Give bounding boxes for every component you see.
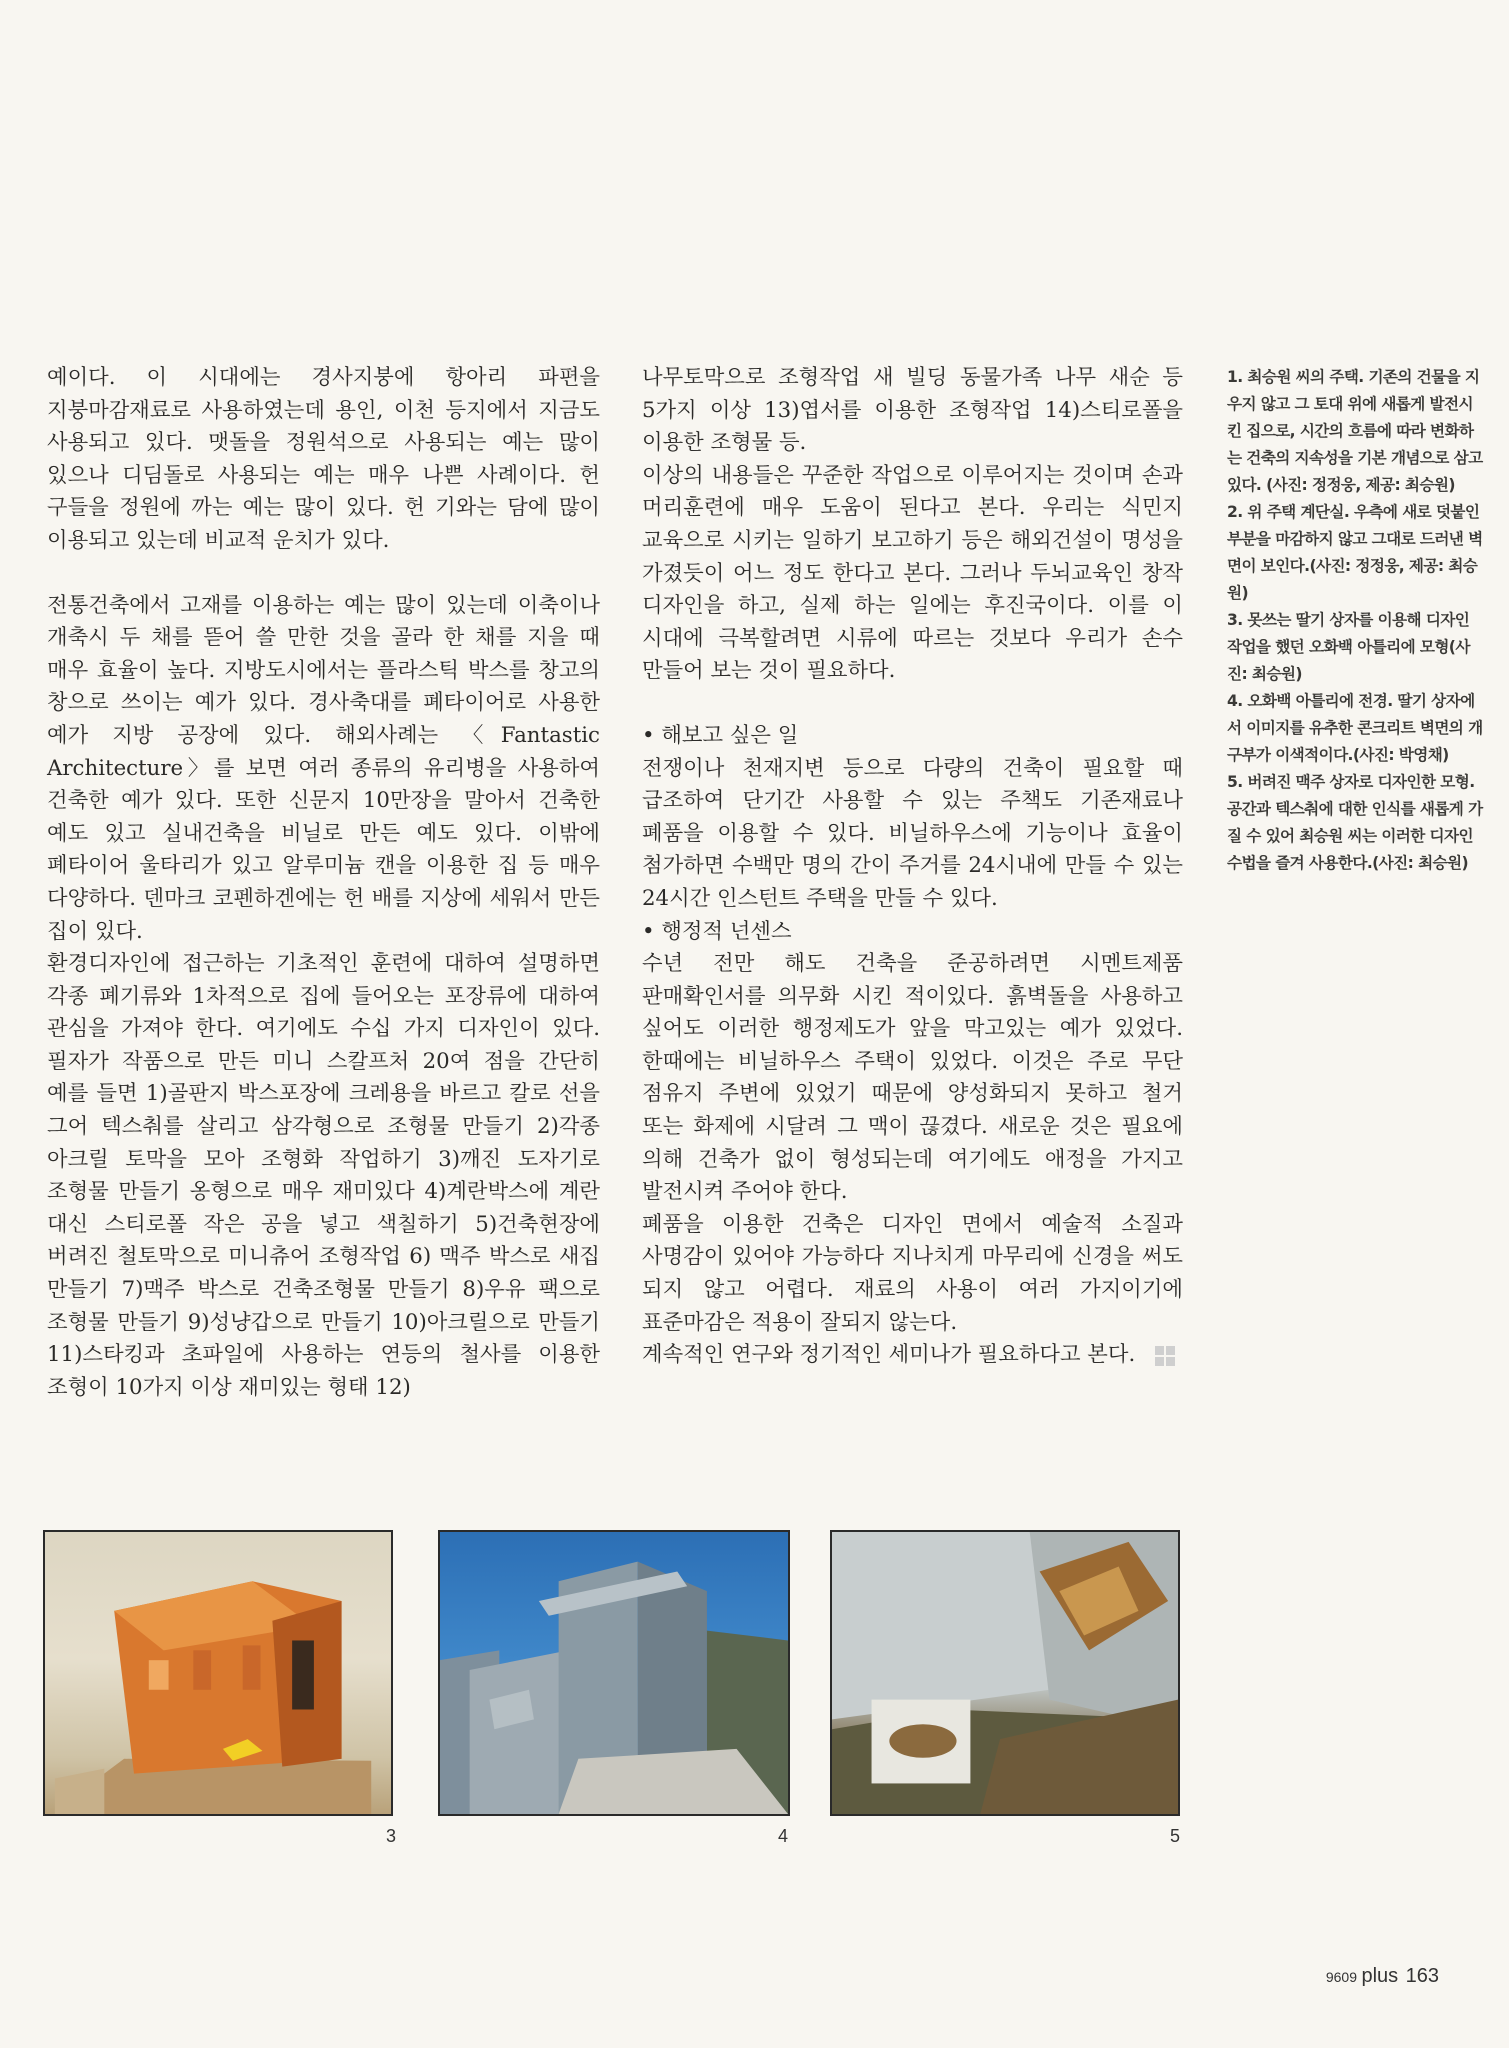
paragraph: 전통건축에서 고재를 이용하는 예는 많이 있는데 이축이나 개축시 두 채를 뜯어 쓸 만한 것을 골라 한 채를 지을 때 매우 효율이 높다. 지방도시에서는 플라스틱 박스를 창고의 창으로 쓰이는 예가 있다. 경사축대를 폐타이어로 사용한 예가 지방 공장에 있다. 해외사례는 〈Fantastic Architecture〉를 보면 여러 종류의 유리병을 사용하여 건축한 예가 있다. 또한 신문지 10만장을 말아서 건축한 예도 있고 실내건축을 비닐로 만든 예도 있다. 이밖에 폐타이어 울타리가 있고 알루미늄 캔을 이용한 집 등 매우 다양하다. 덴마크 코펜하겐에는 헌 배를 지상에 세워서 만든 집이 있다. — [47, 592, 600, 944]
beer-box-model-illustration — [832, 1532, 1178, 1814]
issue-number: 9609 — [1325, 1969, 1358, 1985]
page-number: 163 — [1405, 1965, 1439, 1987]
photo-beer-box-model — [830, 1530, 1180, 1816]
caption-3: 3. 못쓰는 딸기 상자를 이용해 디자인 작업을 했던 오화백 아틀리에 모형(사진: 최승원) — [1227, 611, 1470, 683]
paragraph: 환경디자인에 접근하는 기초적인 훈련에 대하여 설명하면 각종 폐기류와 1차적으로 집에 들어오는 포장류에 대하여 관심을 가져야 한다. 여기에도 수십 가지 디자인이 있다. 필자가 작품으로 만든 미니 스칼프처 20여 점을 간단히 예를 들면 1)골판지 박스포장에 크레용을 바르고 칼로 선을 그어 텍스춰를 살리고 삼각형으로 조형물 만들기 2)각종 아크릴 토막을 모아 조형화 작업하기 3)깨진 도자기로 조형물 만들기 옹형으로 매우 재미있다 4)계란박스에 계란 대신 스티로폴 작은 공을 넣고 색칠하기 5)건축현장에 버려진 철토막으로 미니츄어 조형작업 6) 맥주 박스로 새집 만들기 7)맥주 박스로 건축조형물 만들기 8)우유 팩으로 조형물 만들기 9)성냥갑으로 만들기 10)아크릴으로 만들기 11)스타킹과 초파일에 사용하는 연등의 철사를 이용한 조형이 10가지 이상 재미있는 형태 12) — [47, 951, 600, 1400]
paragraph: 전쟁이나 천재지변 등으로 다량의 건축이 필요할 때 급조하여 단기간 사용할 수 있는 주책도 기존재료나 폐품을 이용할 수 있다. 비닐하우스에 기능이나 효율이 첨가하면 수백만 명의 간이 주거를 24시내에 만들 수 있는 24시간 인스턴트 주택을 만들 수 있다. — [642, 755, 1183, 911]
section-heading: • 행정적 넌센스 — [642, 918, 792, 944]
cardboard-model-illustration — [45, 1532, 391, 1814]
paragraph: 수년 전만 해도 건축을 준공하려면 시멘트제품 판매확인서를 의무화 시킨 적이있다. 흙벽돌을 사용하고 싶어도 이러한 행정제도가 앞을 막고있는 예가 있었다. 한때에는 비닐하우스 주택이 있었다. 이것은 주로 무단 점유지 주변에 있었기 때문에 양성화되지 못하고 철거 또는 화제에 시달려 그 맥이 끊겼다. 새로운 것은 필요에 의해 건축가 없이 형성되는데 여기에도 애정을 가지고 발전시켜 주어야 한다. — [642, 951, 1183, 1205]
caption-1: 1. 최승원 씨의 주택. 기존의 건물을 지우지 않고 그 토대 위에 새롭게 발전시킨 집으로, 시간의 흐름에 따라 변화하는 건축의 지속성을 기본 개념으로 삼고 있다. (사진: 정정웅, 제공: 최승원) — [1227, 368, 1483, 494]
paragraph: 나무토막으로 조형작업 새 빌딩 동물가족 나무 새순 등 5가지 이상 13)엽서를 이용한 조형작업 14)스티로폴을 이용한 조형물 등. — [642, 365, 1183, 456]
paragraph-last — [642, 1339, 1183, 1372]
paragraph: 예이다. 이 시대에는 경사지붕에 항아리 파편을 지붕마감재료로 사용하였는데 용인, 이천 등지에서 지금도 사용되고 있다. 맷돌을 정원석으로 사용되는 예는 많이 있으나 디딤돌로 사용되는 예는 매우 나쁜 사례이다. 헌 구들을 정원에 까는 예는 많이 있다. 헌 기와는 담에 많이 이용되고 있는데 비교적 운치가 있다. — [47, 365, 600, 553]
photo-captions — [1227, 364, 1485, 877]
caption-5: 5. 버려진 맥주 상자로 디자인한 모형. 공간과 텍스춰에 대한 인식를 새롭게 가질 수 있어 최승원 씨는 이러한 디자인 수법을 즐겨 사용한다.(사진: 최승원) — [1227, 773, 1483, 872]
caption-2: 2. 위 주택 계단실. 우측에 새로 덧붙인 부분을 마감하지 않고 그대로 드러낸 벽면이 보인다.(사진: 정정웅, 제공: 최승원) — [1227, 503, 1483, 602]
page-folio — [1326, 1965, 1439, 1988]
photo-cardboard-model — [43, 1530, 393, 1816]
figure-number-5: 5 — [1170, 1826, 1181, 1846]
figure-number-3: 3 — [386, 1826, 397, 1846]
section-heading: • 해보고 싶은 일 — [642, 722, 799, 748]
paragraph: 폐품을 이용한 건축은 디자인 면에서 예술적 소질과 사명감이 있어야 가능하다 지나치게 마무리에 신경을 써도 되지 않고 어렵다. 재료의 사용이 여러 가지이기에 표준마감은 적용이 잘되지 않는다. — [642, 1211, 1183, 1335]
text-column-middle — [642, 362, 1183, 1372]
photo-atelier-exterior — [438, 1530, 790, 1816]
end-mark-icon — [1155, 1346, 1175, 1366]
figure-number-4: 4 — [778, 1826, 789, 1846]
paragraph-text: 계속적인 연구와 정기적인 세미나가 필요하다고 본다. — [642, 1342, 1136, 1368]
atelier-exterior-illustration — [440, 1532, 788, 1814]
text-column-left — [47, 362, 600, 1404]
caption-4: 4. 오화백 아틀리에 전경. 딸기 상자에서 이미지를 유추한 콘크리트 벽면의 개구부가 이색적이다.(사진: 박영채) — [1227, 692, 1483, 764]
magazine-name: plus — [1361, 1965, 1399, 1987]
paragraph: 이상의 내용들은 꾸준한 작업으로 이루어지는 것이며 손과 머리훈련에 매우 도움이 된다고 본다. 우리는 식민지 교육으로 시키는 일하기 보고하기 등은 해외건설이 명성을 가졌듯이 어느 정도 한다고 본다. 그러나 두뇌교육인 창작 디자인을 하고, 실제 하는 일에는 후진국이다. 이를 이 시대에 극복할려면 시류에 따르는 것보다 우리가 손수 만들어 보는 것이 필요하다. — [642, 462, 1183, 684]
